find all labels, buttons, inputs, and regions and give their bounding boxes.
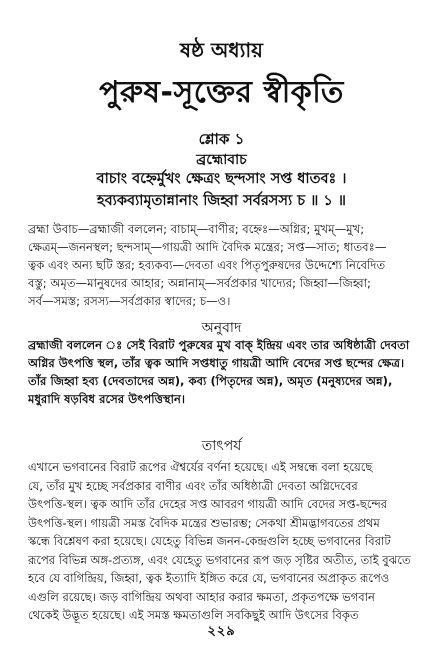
purport-line: উৎপত্তি-স্থল। ত্বক আদি তাঁর দেহের সপ্ত আবরণ গায়ত্রী আদি বেদের সপ্ত-ছন্দের	[28, 497, 388, 511]
purport-line: যে, তাঁর মুখ হচ্ছে সর্বপ্রকার বাণীর এবং তাঁর অধিষ্ঠাত্রী দেবতা অগ্নিদেবের	[28, 478, 358, 493]
synonyms-block	[28, 220, 420, 310]
verse-line: হব্যকব্যামৃতান্নানাং জিহ্বা সর্বরসস্য চ ॥ ১ ॥	[96, 193, 346, 209]
purport-line: হবে যে বাগিন্দ্রিয়, জিহ্বা, ত্বক ইত্যাদি ইঙ্গিত করে যে, ভগবানের অপ্রাকৃত রূপেও	[28, 571, 390, 585]
translation-heading: অনুবাদ	[201, 320, 242, 336]
translation-block	[28, 336, 420, 408]
chapter-title: পুরুষ-সূক্তের স্বীকৃতি	[99, 75, 344, 110]
purport-block	[28, 458, 420, 625]
purport-line: উৎপত্তি-স্থল। গায়ত্রী সমস্ত বৈদিক মন্ত্রের শুভারম্ভ; সেকথা শ্রীমদ্ভাগবতের প্রথম	[28, 515, 380, 530]
purport-line: এখানে ভগবানের বিরাট রূপের ঐশ্বর্যের বর্ণনা হয়েছে। এই সম্বন্ধে বলা হয়েছে	[28, 460, 373, 474]
purport-heading: তাৎপর্য	[201, 438, 242, 454]
translation-line: ব্রহ্মাজী বললেন ঃ সেই বিরাট পুরুষের মুখ বাক্ ইন্দ্রিয় এবং তার অধিষ্ঠাত্রী দেবতা	[28, 338, 410, 352]
verse-number: শ্লোক ১	[198, 130, 245, 148]
translation-line: তাঁর জিহ্বা হব্য (দেবতাদের অন্ন), কব্য (পিতৃদের অন্ন), অমৃত (মনুষ্যদের অন্ন),	[28, 374, 393, 388]
verse-speaker: ব্রহ্মোবাচ	[196, 152, 247, 168]
purport-line: এগুলি রয়েছে। জড় বাগিন্দ্রিয় অথবা আহার করার ক্ষমতা, প্রকৃতপক্ষে ভগবান	[28, 589, 375, 604]
synonyms-line: ব্রহ্মা উবাচ—ব্রহ্মাজী বললেন; বাচাম্—বাণীর; বহ্নেঃ—অগ্নির; মুখম্—মুখ;	[28, 222, 365, 236]
synonyms-line: ক্ষেত্রম্—জননস্থল; ছন্দসাম্—গায়ত্রী আদি বৈদিক মন্ত্রের; সপ্ত—সাত; ধাতবঃ—	[28, 240, 387, 254]
page-number: ২২৯	[207, 624, 236, 639]
synonyms-line: ত্বক এবং অন্য ছটি স্তর; হব্যকব্য—দেবতা এবং পিতৃপুরুষদের উদ্দেশ্যে নিবেদিত	[28, 258, 386, 272]
translation-line: মধুরাদি ষড়বিধ রসের উৎপত্তিস্থান।	[28, 392, 186, 406]
chapter-heading: ষষ্ঠ অধ্যায়	[180, 38, 263, 62]
synonyms-line: বস্তু; অমৃত—মানুষদের আহার; অন্নানাম্—সর্বপ্রকার খাদ্যের; জিহ্বা—জিহ্বা;	[28, 276, 371, 290]
purport-line: থেকেই উদ্ভূত হয়েছে। এই সমস্ত ক্ষমতাগুলি সবকিছুই আদি উৎসের বিকৃত	[28, 608, 359, 622]
purport-line: স্কন্ধে বিশ্লেষণ করা হয়েছে। যেহেতু বিভিন্ন জনন-কেন্দ্রগুলি হচ্ছে ভগবানের বিরাট	[28, 534, 391, 548]
purport-line: রূপের বিভিন্ন অঙ্গ-প্রত্যঙ্গ, এবং যেহেতু ভগবানের রূপ জড় সৃষ্টির অতীত, তাই বুঝতে	[28, 552, 411, 567]
verse-line: বাচাং বহ্নের্মুখং ক্ষেত্রং ছন্দসাং সপ্ত ধাতবঃ ।	[96, 171, 347, 187]
translation-line: অগ্নির উৎপত্তি স্থল, তাঁর ত্বক আদি সপ্তধাতু গায়ত্রী আদি বেদের সপ্ত ছন্দের ক্ষেত্র।	[28, 356, 405, 370]
synonyms-line: সর্ব—সমস্ত; রসস্য—সর্বপ্রকার স্বাদের; চ—ও।	[28, 294, 231, 308]
